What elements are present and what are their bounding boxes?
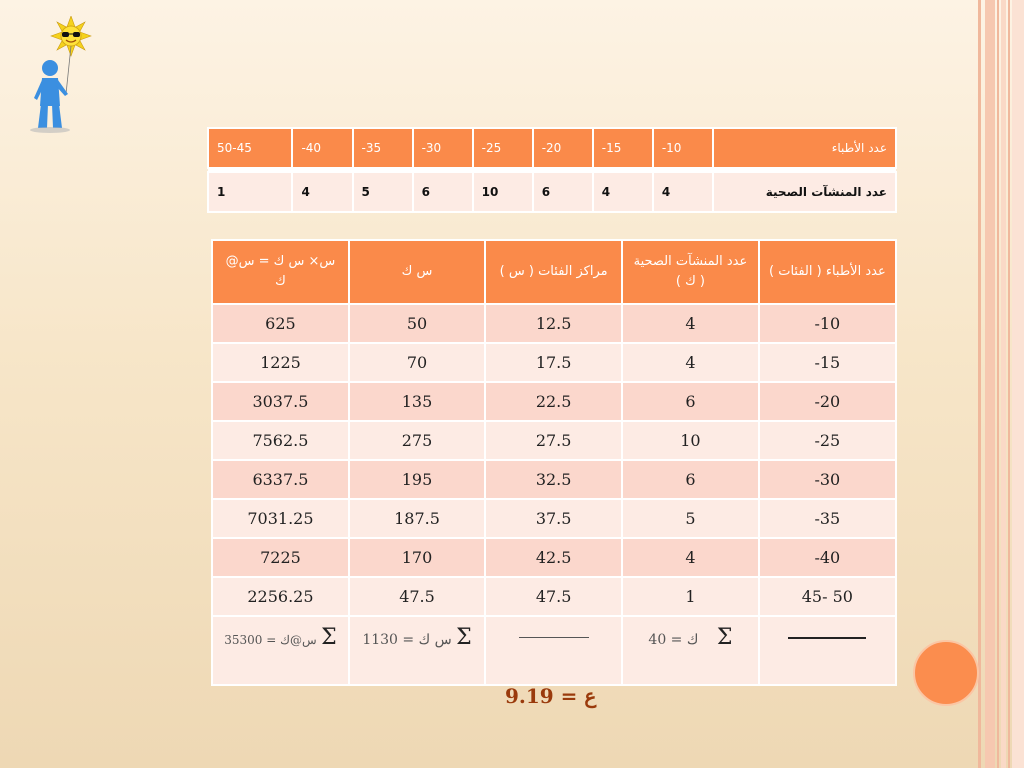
sum-k <box>622 616 759 685</box>
table-cell: 12.5 <box>485 304 622 343</box>
table-cell: 6337.5 <box>212 460 349 499</box>
table-cell: -35 <box>759 499 896 538</box>
table-cell: 47.5 <box>485 577 622 616</box>
class-cell: -10 <box>653 128 713 168</box>
table-cell: -25 <box>759 421 896 460</box>
sum-midpoints-empty <box>485 616 622 685</box>
decor-circle <box>913 640 979 706</box>
table-cell: 1 <box>622 577 759 616</box>
table-row <box>212 538 896 577</box>
table-cell: -30 <box>759 460 896 499</box>
sum-k-value: ك = 40 <box>648 632 699 648</box>
table-cell: 70 <box>349 343 485 382</box>
table-cell: 170 <box>349 538 485 577</box>
count-cell: 1 <box>208 172 292 212</box>
header-x2k: س× س ك = س@ ك <box>212 240 349 304</box>
frequency-table-count-row <box>208 172 896 212</box>
table-row <box>212 499 896 538</box>
decor-stripe <box>1012 0 1024 768</box>
table-cell: -10 <box>759 304 896 343</box>
table-cell: 135 <box>349 382 485 421</box>
table-cell: 6 <box>622 460 759 499</box>
empty-dash <box>788 637 866 639</box>
table-cell: 4 <box>622 343 759 382</box>
frequency-table-header-row <box>208 128 896 168</box>
decor-stripe <box>978 0 981 768</box>
sigma-icon: Σ <box>321 625 337 650</box>
table-cell: 4 <box>622 538 759 577</box>
decor-stripe <box>1001 0 1006 768</box>
table-cell: 47.5 <box>349 577 485 616</box>
decor-stripe <box>985 0 995 768</box>
table-cell: 42.5 <box>485 538 622 577</box>
table-row <box>212 421 896 460</box>
decor-stripe <box>997 0 999 768</box>
count-cell: 4 <box>653 172 713 212</box>
computation-table-header <box>212 240 896 304</box>
result-text: ع = 9.19 <box>505 684 597 708</box>
sigma-icon: Σ <box>456 625 472 650</box>
table-cell: 3037.5 <box>212 382 349 421</box>
sum-x2k <box>212 616 349 685</box>
header-frequency: عدد المنشآت الصحية ( ك ) <box>622 240 759 304</box>
sum-xk <box>349 616 485 685</box>
table-cell: 45- 50 <box>759 577 896 616</box>
table-cell: -15 <box>759 343 896 382</box>
sum-x2k-value: س@ك = 35300 <box>224 633 317 647</box>
class-cell: -35 <box>353 128 413 168</box>
decor-stripe <box>1008 0 1010 768</box>
class-cell: -30 <box>413 128 473 168</box>
count-cell: 5 <box>353 172 413 212</box>
table-row <box>212 343 896 382</box>
table-cell: -40 <box>759 538 896 577</box>
count-cell: 6 <box>533 172 593 212</box>
table-cell: 187.5 <box>349 499 485 538</box>
class-cell: -15 <box>593 128 653 168</box>
count-cell: 10 <box>473 172 533 212</box>
table-cell: 1225 <box>212 343 349 382</box>
table-cell: 27.5 <box>485 421 622 460</box>
table-cell: 17.5 <box>485 343 622 382</box>
table-cell: 37.5 <box>485 499 622 538</box>
sum-xk-value: س ك = 1130 <box>362 632 452 648</box>
count-cell: 4 <box>593 172 653 212</box>
table-cell: -20 <box>759 382 896 421</box>
table-cell: 4 <box>622 304 759 343</box>
computation-table <box>211 239 897 686</box>
table-cell: 7225 <box>212 538 349 577</box>
sum-row <box>212 616 896 685</box>
table-cell: 5 <box>622 499 759 538</box>
table-row <box>212 577 896 616</box>
class-cell: -25 <box>473 128 533 168</box>
table-cell: 7031.25 <box>212 499 349 538</box>
table-cell: 50 <box>349 304 485 343</box>
count-cell: 4 <box>292 172 352 212</box>
table-row <box>212 304 896 343</box>
table-row <box>212 460 896 499</box>
header-midpoints: مراكز الفئات ( س ) <box>485 240 622 304</box>
table-cell: 275 <box>349 421 485 460</box>
sigma-icon: Σ <box>716 625 733 650</box>
row-label: عدد الأطباء <box>713 128 896 168</box>
header-classes: عدد الأطباء ( الفئات ) <box>759 240 896 304</box>
table-cell: 6 <box>622 382 759 421</box>
table-row <box>212 382 896 421</box>
class-cell: -40 <box>292 128 352 168</box>
header-xk: س ك <box>349 240 485 304</box>
table-cell: 10 <box>622 421 759 460</box>
sun-figure-clipart-icon <box>24 16 104 134</box>
class-cell: 50-45 <box>208 128 292 168</box>
class-cell: -20 <box>533 128 593 168</box>
table-cell: 32.5 <box>485 460 622 499</box>
table-cell: 7562.5 <box>212 421 349 460</box>
empty-dash <box>519 637 589 638</box>
table-cell: 625 <box>212 304 349 343</box>
table-cell: 195 <box>349 460 485 499</box>
row-label: عدد المنشآت الصحية <box>713 172 896 212</box>
table-cell: 22.5 <box>485 382 622 421</box>
table-cell: 2256.25 <box>212 577 349 616</box>
count-cell: 6 <box>413 172 473 212</box>
frequency-table <box>207 127 897 213</box>
sum-classes-empty <box>759 616 896 685</box>
